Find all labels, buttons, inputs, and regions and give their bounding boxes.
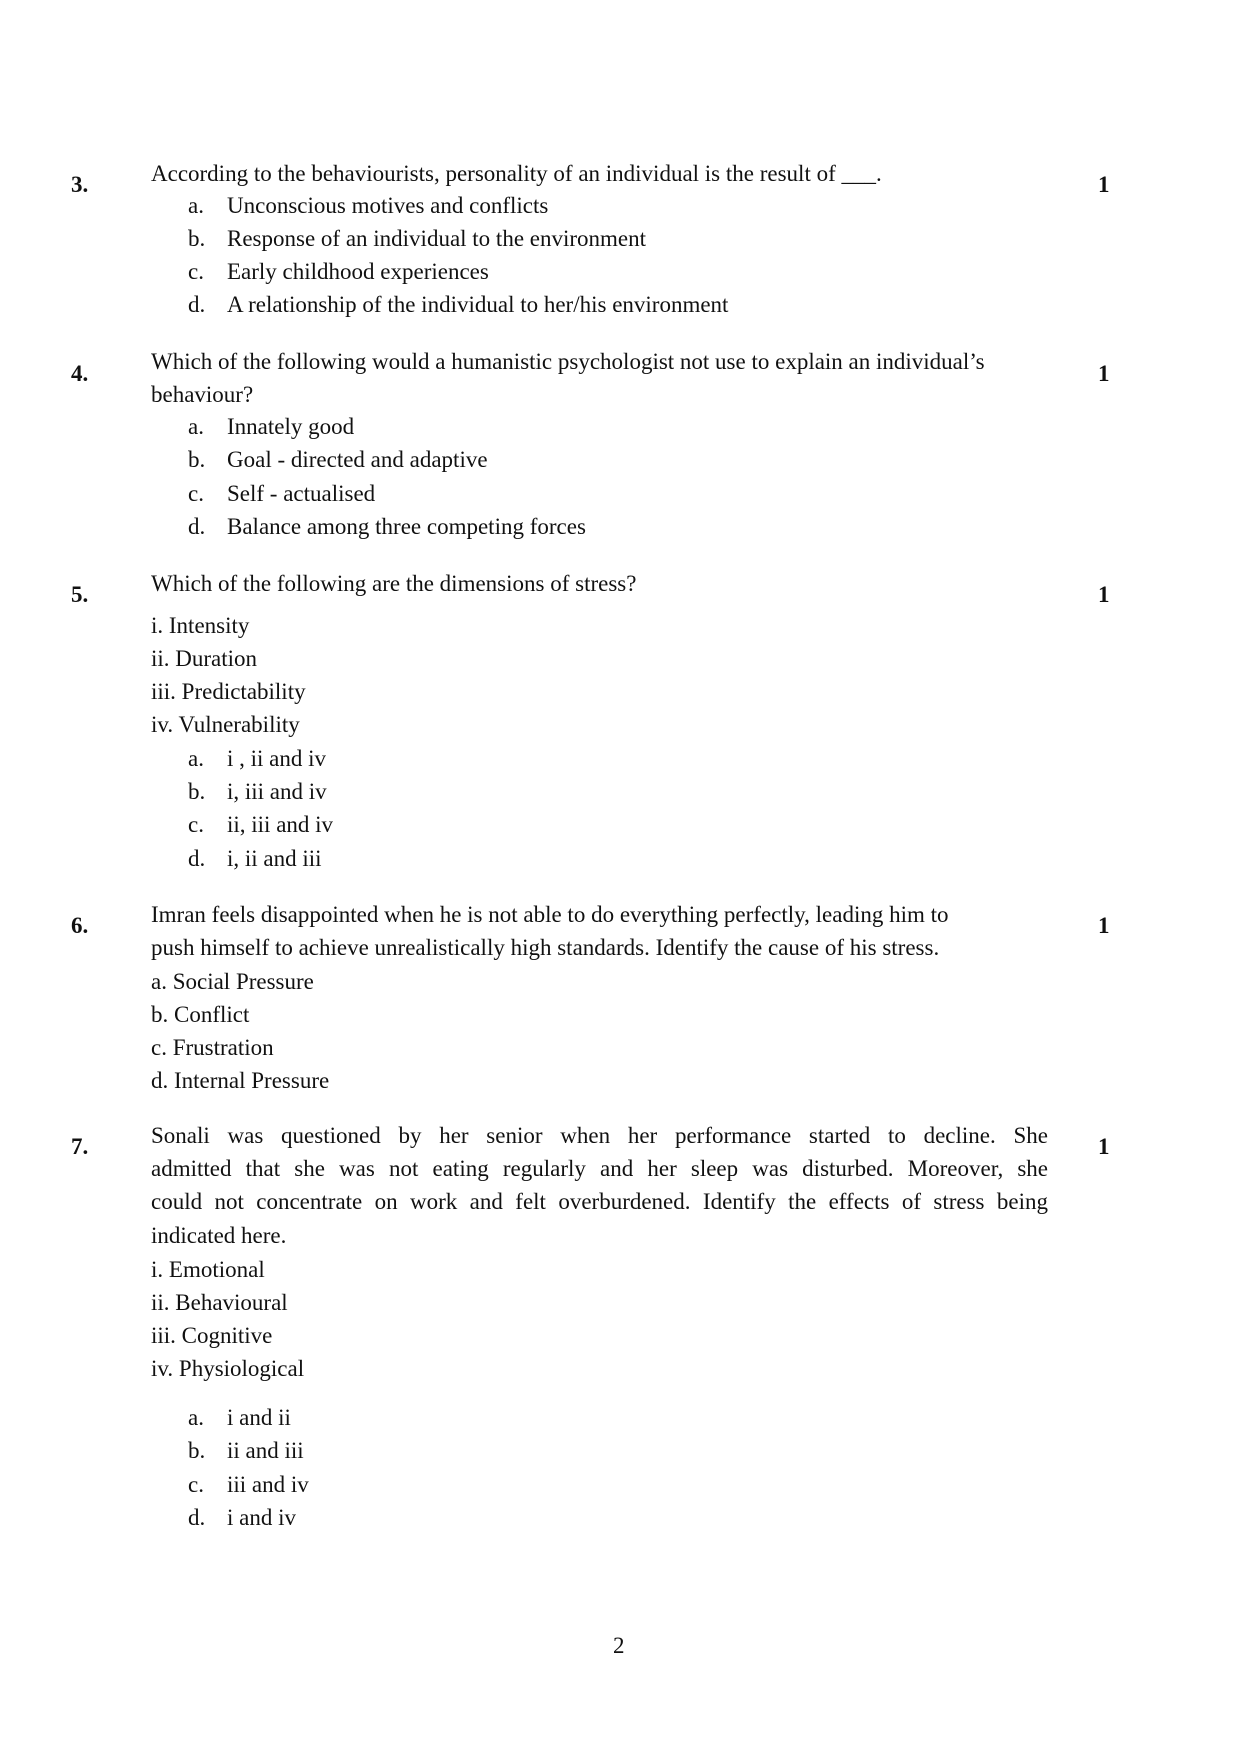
option-text: Early childhood experiences	[227, 259, 489, 284]
option-label: d.	[188, 1505, 206, 1530]
option-label: a.	[188, 746, 204, 771]
list-item: iii. Cognitive	[151, 1323, 273, 1348]
page-number: 2	[613, 1633, 625, 1658]
question-marks: 1	[1098, 172, 1110, 197]
option-label: c.	[188, 259, 204, 284]
option-text: Unconscious motives and conflicts	[227, 193, 549, 218]
question-stem: Sonali was questioned by her senior when her performance started to decline. She	[151, 1123, 1048, 1148]
question-marks: 1	[1098, 913, 1110, 938]
option-text: i and iv	[227, 1505, 296, 1530]
question-stem: push himself to achieve unrealistically high standards. Identify the cause of his stress.	[151, 935, 940, 960]
question-stem: Which of the following would a humanistic psychologist not use to explain an individual’s	[151, 349, 985, 374]
option-text: Innately good	[227, 414, 355, 439]
option-label: b.	[188, 1438, 206, 1463]
question-stem: Imran feels disappointed when he is not able to do everything perfectly, leading him to	[151, 902, 949, 927]
list-item: i. Intensity	[151, 613, 250, 638]
option-text: i, ii and iii	[227, 846, 322, 871]
option-label: c.	[188, 812, 204, 837]
question-number: 7.	[71, 1134, 89, 1159]
question-stem: indicated here.	[151, 1223, 287, 1248]
option-label: a.	[188, 193, 204, 218]
option-text: ii and iii	[227, 1438, 304, 1463]
option-label: a.	[188, 414, 204, 439]
option-text: Balance among three competing forces	[227, 514, 586, 539]
option-label: d.	[188, 292, 206, 317]
list-item: i. Emotional	[151, 1257, 265, 1282]
list-item: ii. Behavioural	[151, 1290, 288, 1315]
list-item: iv. Physiological	[151, 1356, 305, 1381]
question-marks: 1	[1098, 361, 1110, 386]
option-label: d.	[188, 846, 206, 871]
option-text: i and ii	[227, 1405, 291, 1430]
question-number: 3.	[71, 172, 89, 197]
option-text: i , ii and iv	[227, 746, 327, 771]
option-label: d.	[188, 514, 206, 539]
question-stem: According to the behaviourists, personality of an individual is the result of ___.	[151, 161, 882, 186]
option-item: d. Internal Pressure	[151, 1068, 330, 1093]
option-item: c. Frustration	[151, 1035, 274, 1060]
list-item: ii. Duration	[151, 646, 258, 671]
question-marks: 1	[1098, 1134, 1110, 1159]
option-label: b.	[188, 779, 206, 804]
option-text: Response of an individual to the environment	[227, 226, 647, 251]
option-text: Goal - directed and adaptive	[227, 447, 488, 472]
option-text: ii, iii and iv	[227, 812, 334, 837]
option-text: A relationship of the individual to her/his environment	[227, 292, 729, 317]
option-text: iii and iv	[227, 1472, 309, 1497]
list-item: iii. Predictability	[151, 679, 306, 704]
option-item: a. Social Pressure	[151, 969, 314, 994]
question-number: 6.	[71, 913, 89, 938]
question-number: 5.	[71, 582, 89, 607]
option-label: c.	[188, 1472, 204, 1497]
question-stem: behaviour?	[151, 382, 254, 407]
option-label: b.	[188, 226, 206, 251]
question-stem: Which of the following are the dimensions of stress?	[151, 571, 637, 596]
option-label: b.	[188, 447, 206, 472]
option-text: Self - actualised	[227, 481, 376, 506]
option-label: a.	[188, 1405, 204, 1430]
question-marks: 1	[1098, 582, 1110, 607]
question-stem: admitted that she was not eating regularly and her sleep was disturbed. Moreover, she	[151, 1156, 1048, 1181]
question-stem: could not concentrate on work and felt overburdened. Identify the effects of stress being	[151, 1189, 1048, 1214]
option-item: b. Conflict	[151, 1002, 250, 1027]
list-item: iv. Vulnerability	[151, 712, 300, 737]
option-label: c.	[188, 481, 204, 506]
option-text: i, iii and iv	[227, 779, 327, 804]
question-number: 4.	[71, 361, 89, 386]
